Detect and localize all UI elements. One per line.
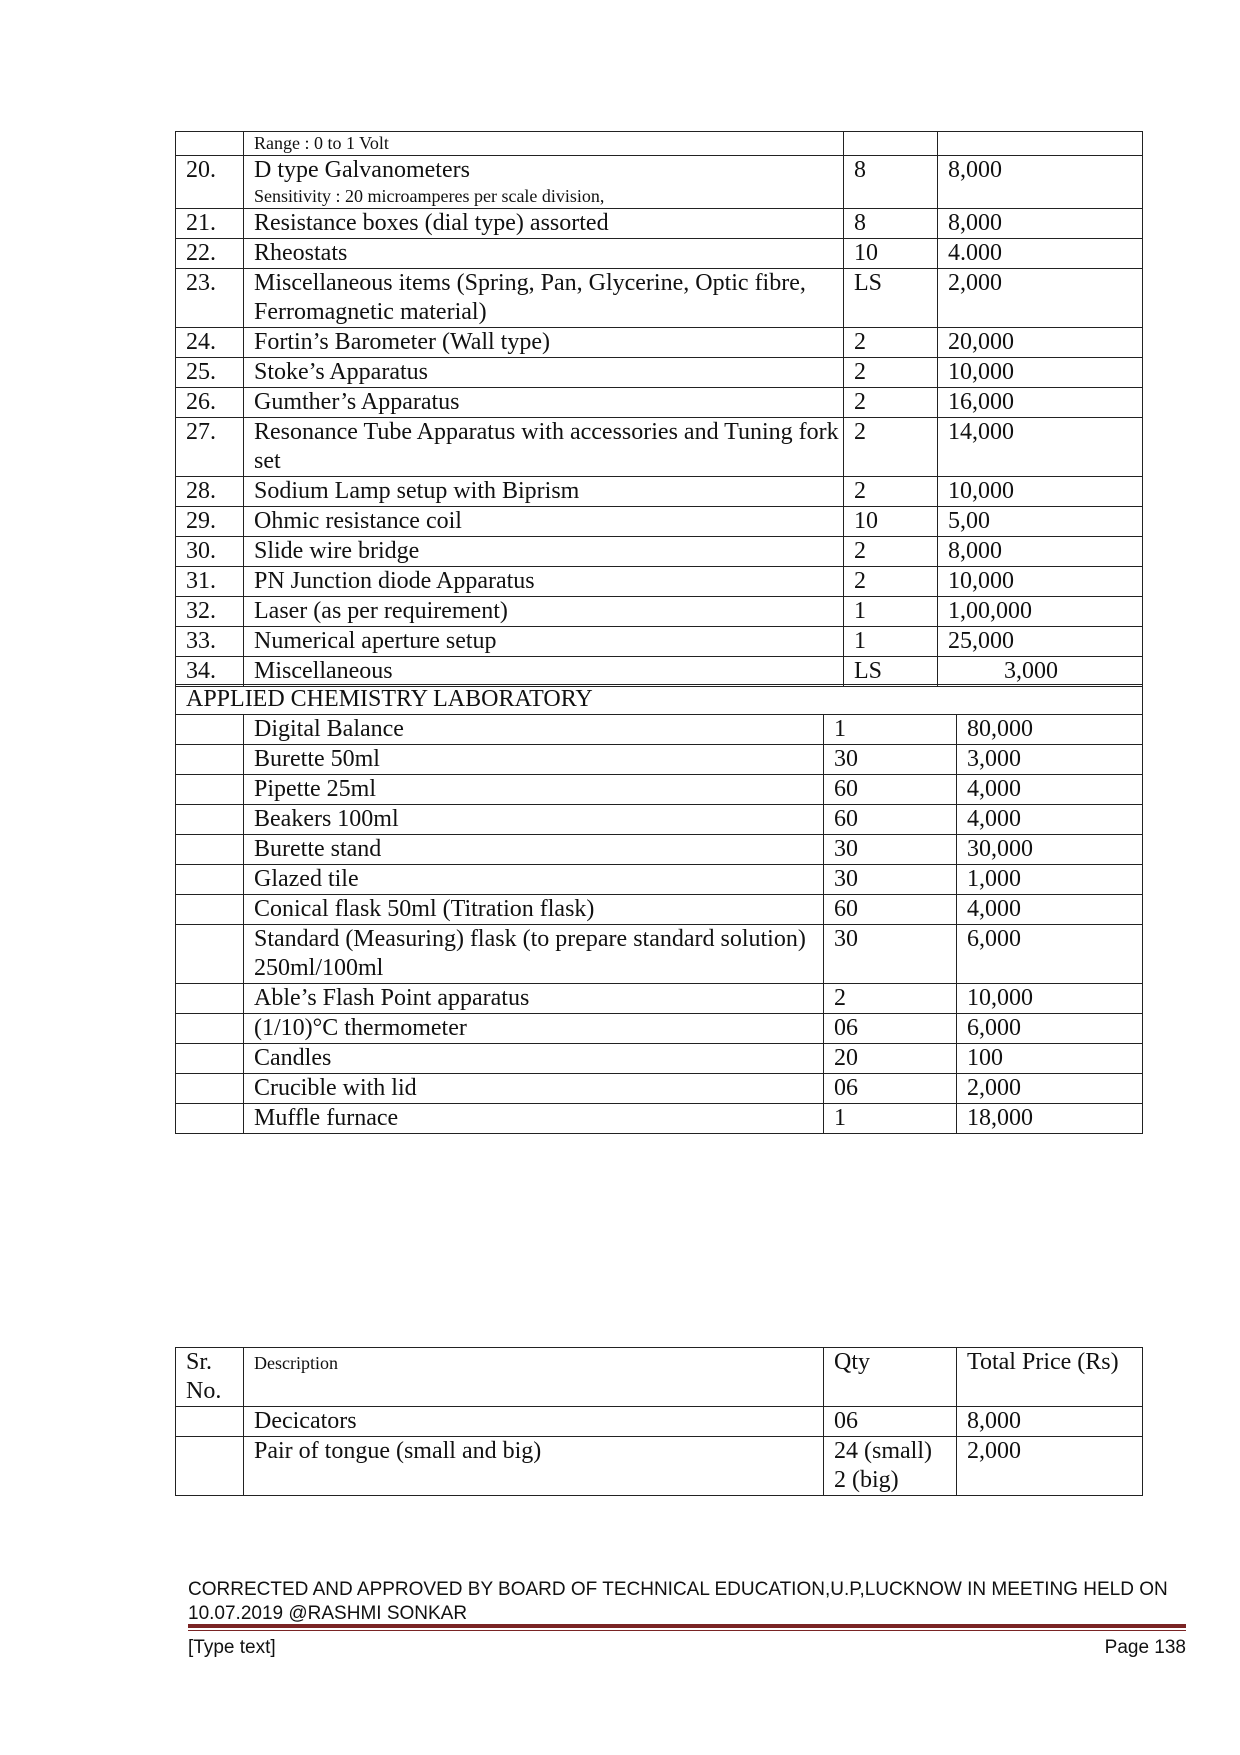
qty-cell: 2 [844, 418, 938, 477]
price-cell: 18,000 [957, 1104, 1143, 1134]
header-row [176, 1348, 1143, 1407]
header-sr-no: Sr. No. [176, 1348, 244, 1407]
description-cell: Stoke’s Apparatus [244, 358, 844, 388]
description-cell: Fortin’s Barometer (Wall type) [244, 328, 844, 358]
qty-cell: 1 [844, 597, 938, 627]
sr-cell: 28. [176, 477, 244, 507]
sr-cell: 32. [176, 597, 244, 627]
qty-cell: 30 [824, 835, 957, 865]
description-cell [244, 132, 844, 156]
description-cell: Laser (as per requirement) [244, 597, 844, 627]
description-cell: Numerical aperture setup [244, 627, 844, 657]
qty-cell: 30 [824, 745, 957, 775]
price-cell: 100 [957, 1044, 1143, 1074]
description-cell: Digital Balance [244, 715, 824, 745]
table-row [176, 269, 1143, 328]
qty-cell: 06 [824, 1074, 957, 1104]
table-row [176, 835, 1143, 865]
qty-cell: 2 [844, 477, 938, 507]
description-cell: Pipette 25ml [244, 775, 824, 805]
price-cell: 6,000 [957, 925, 1143, 984]
description-cell: Gumther’s Apparatus [244, 388, 844, 418]
qty-cell: 10 [844, 507, 938, 537]
sr-cell [176, 1437, 244, 1496]
header-total-price: Total Price (Rs) [957, 1348, 1143, 1407]
qty-cell: 20 [824, 1044, 957, 1074]
sr-cell [176, 1104, 244, 1134]
description-cell: Sodium Lamp setup with Biprism [244, 477, 844, 507]
sr-cell [176, 745, 244, 775]
qty-cell: 60 [824, 805, 957, 835]
sr-cell: 24. [176, 328, 244, 358]
price-cell: 4,000 [957, 895, 1143, 925]
table-row [176, 209, 1143, 239]
description-cell: Slide wire bridge [244, 537, 844, 567]
table-row [176, 745, 1143, 775]
sr-cell [176, 865, 244, 895]
price-cell: 1,000 [957, 865, 1143, 895]
table-row [176, 358, 1143, 388]
sr-cell: 26. [176, 388, 244, 418]
spec-note: Sensitivity : 20 microamperes per scale division, [254, 186, 605, 206]
price-cell: 2,000 [957, 1437, 1143, 1496]
qty-cell: 1 [824, 1104, 957, 1134]
qty-cell: 60 [824, 895, 957, 925]
table-row [176, 1437, 1143, 1496]
table-row [176, 507, 1143, 537]
table-row [176, 597, 1143, 627]
qty-cell: 2 [824, 984, 957, 1014]
description-cell: Burette stand [244, 835, 824, 865]
qty-cell: 2 [844, 388, 938, 418]
description-cell: Candles [244, 1044, 824, 1074]
qty-cell: 10 [844, 239, 938, 269]
price-cell: 8,000 [957, 1407, 1143, 1437]
header-description-label: Description [254, 1353, 338, 1373]
spec-note: Range : 0 to 1 Volt [254, 133, 389, 153]
description-cell: Miscellaneous items (Spring, Pan, Glycerine, Optic fibre, Ferromagnetic material) [244, 269, 844, 328]
sr-cell [176, 1014, 244, 1044]
sr-cell: 20. [176, 156, 244, 209]
qty-cell: LS [844, 657, 938, 687]
section-title: APPLIED CHEMISTRY LABORATORY [176, 685, 1143, 715]
table-row [176, 1104, 1143, 1134]
description-cell: (1/10)°C thermometer [244, 1014, 824, 1044]
price-cell: 30,000 [957, 835, 1143, 865]
table-row [176, 156, 1143, 209]
sr-cell [176, 805, 244, 835]
qty-cell: 8 [844, 209, 938, 239]
price-cell: 10,000 [938, 567, 1143, 597]
qty-cell [844, 132, 938, 156]
price-cell: 16,000 [938, 388, 1143, 418]
sr-cell: 25. [176, 358, 244, 388]
footer-left-text: [Type text] [188, 1637, 276, 1658]
table-row [176, 328, 1143, 358]
table-row [176, 775, 1143, 805]
sr-cell: 29. [176, 507, 244, 537]
table-row [176, 537, 1143, 567]
table-row [176, 1407, 1143, 1437]
price-cell: 4.000 [938, 239, 1143, 269]
sr-cell: 34. [176, 657, 244, 687]
price-cell: 1,00,000 [938, 597, 1143, 627]
description-cell: Decicators [244, 1407, 824, 1437]
table-row [176, 1074, 1143, 1104]
description-cell: Ohmic resistance coil [244, 507, 844, 537]
description-cell: Standard (Measuring) flask (to prepare standard solution) 250ml/100ml [244, 925, 824, 984]
price-cell: 4,000 [957, 775, 1143, 805]
table-row [176, 418, 1143, 477]
sr-cell [176, 895, 244, 925]
qty-cell: 2 [844, 358, 938, 388]
price-cell: 8,000 [938, 209, 1143, 239]
table-row [176, 627, 1143, 657]
sr-cell [176, 715, 244, 745]
chemistry-continued-table [175, 1347, 1143, 1496]
sr-cell [176, 132, 244, 156]
qty-cell: 8 [844, 156, 938, 209]
price-cell: 8,000 [938, 537, 1143, 567]
table-row [176, 984, 1143, 1014]
table-row [176, 715, 1143, 745]
qty-cell: 1 [844, 627, 938, 657]
qty-cell: 2 [844, 537, 938, 567]
sr-cell [176, 1074, 244, 1104]
sr-cell [176, 1407, 244, 1437]
sr-cell [176, 1044, 244, 1074]
price-cell: 10,000 [957, 984, 1143, 1014]
price-cell: 3,000 [957, 745, 1143, 775]
description-cell: Glazed tile [244, 865, 824, 895]
description-cell: Muffle furnace [244, 1104, 824, 1134]
chemistry-equipment-table [175, 684, 1143, 1134]
price-cell: 8,000 [938, 156, 1143, 209]
description-cell [244, 156, 844, 209]
header-description [244, 1348, 824, 1407]
description-cell: Beakers 100ml [244, 805, 824, 835]
page-number: Page 138 [1104, 1637, 1186, 1658]
sr-cell: 21. [176, 209, 244, 239]
table-row [176, 239, 1143, 269]
price-cell: 5,00 [938, 507, 1143, 537]
description-cell: Able’s Flash Point apparatus [244, 984, 824, 1014]
table-row [176, 567, 1143, 597]
qty-cell: 06 [824, 1014, 957, 1044]
sr-cell: 33. [176, 627, 244, 657]
qty-cell: 60 [824, 775, 957, 805]
description-cell: Conical flask 50ml (Titration flask) [244, 895, 824, 925]
sr-cell [176, 984, 244, 1014]
price-cell: 10,000 [938, 358, 1143, 388]
price-cell [938, 132, 1143, 156]
price-cell: 2,000 [957, 1074, 1143, 1104]
approval-note: CORRECTED AND APPROVED BY BOARD OF TECHNICAL EDUCATION,U.P,LUCKNOW IN MEETING HELD ON 10.07.2019 @RASHMI SONKAR [188, 1579, 1168, 1624]
price-cell: 6,000 [957, 1014, 1143, 1044]
sr-cell [176, 925, 244, 984]
table-row [176, 805, 1143, 835]
qty-cell: 30 [824, 925, 957, 984]
physics-equipment-table [175, 131, 1143, 687]
header-qty: Qty [824, 1348, 957, 1407]
sr-cell: 27. [176, 418, 244, 477]
description-cell: Crucible with lid [244, 1074, 824, 1104]
sr-cell [176, 775, 244, 805]
price-cell: 10,000 [938, 477, 1143, 507]
qty-cell: LS [844, 269, 938, 328]
sr-cell [176, 835, 244, 865]
description-cell: PN Junction diode Apparatus [244, 567, 844, 597]
description-cell: Rheostats [244, 239, 844, 269]
qty-cell: 24 (small) 2 (big) [824, 1437, 957, 1496]
price-cell: 80,000 [957, 715, 1143, 745]
footer-rule-thick [188, 1624, 1186, 1628]
price-cell: 20,000 [938, 328, 1143, 358]
price-cell: 3,000 [938, 657, 1143, 687]
qty-cell: 30 [824, 865, 957, 895]
price-cell: 25,000 [938, 627, 1143, 657]
price-cell: 2,000 [938, 269, 1143, 328]
table-row [176, 925, 1143, 984]
description-cell: Resistance boxes (dial type) assorted [244, 209, 844, 239]
table-row [176, 657, 1143, 687]
description-cell: Pair of tongue (small and big) [244, 1437, 824, 1496]
item-description: D type Galvanometers [254, 157, 470, 183]
table-row [176, 388, 1143, 418]
table-row [176, 1014, 1143, 1044]
table-row [176, 1044, 1143, 1074]
description-cell: Miscellaneous [244, 657, 844, 687]
table-row [176, 132, 1143, 156]
table-row [176, 865, 1143, 895]
description-cell: Resonance Tube Apparatus with accessories and Tuning fork set [244, 418, 844, 477]
sr-cell: 22. [176, 239, 244, 269]
section-header-row [176, 685, 1143, 715]
sr-cell: 30. [176, 537, 244, 567]
qty-cell: 1 [824, 715, 957, 745]
price-cell: 14,000 [938, 418, 1143, 477]
description-cell: Burette 50ml [244, 745, 824, 775]
sr-cell: 23. [176, 269, 244, 328]
price-cell: 4,000 [957, 805, 1143, 835]
sr-cell: 31. [176, 567, 244, 597]
qty-cell: 2 [844, 328, 938, 358]
table-row [176, 477, 1143, 507]
qty-cell: 06 [824, 1407, 957, 1437]
qty-cell: 2 [844, 567, 938, 597]
table-row [176, 895, 1143, 925]
footer-rule-thin [188, 1630, 1186, 1631]
